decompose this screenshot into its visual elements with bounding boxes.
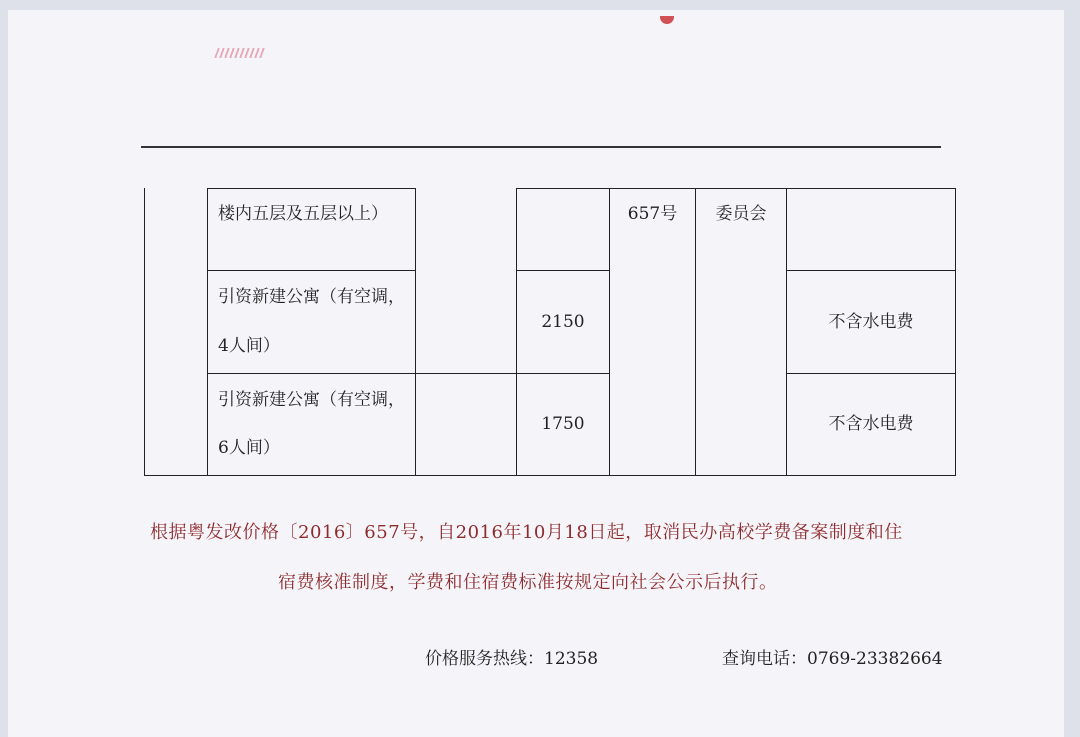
row2-item-line1: 引资新建公寓（有空调， [218, 287, 405, 307]
table-divider-v2 [415, 188, 416, 476]
notice-line-1: 根据粤发改价格〔2016〕657号，自2016年10月18日起，取消民办高校学费备案制度和住 [150, 522, 903, 543]
row3-note: 不含水电费 [828, 414, 914, 434]
row1-item: 楼内五层及五层以上） [218, 203, 388, 224]
table-border-left [144, 188, 145, 476]
row3-item-line1: 引资新建公寓（有空调， [218, 390, 405, 410]
row3-item-line2: 6人间） [218, 438, 280, 458]
table-border-bottom [144, 475, 956, 476]
row1-doc-number: 657号 [627, 203, 678, 224]
row2-item-line2: 4人间） [218, 336, 280, 356]
row3-item [218, 374, 414, 475]
table-line-top-right [516, 188, 956, 189]
price-hotline: 价格服务热线：12358 [425, 649, 599, 669]
row2-note: 不含水电费 [828, 311, 914, 332]
ink-smudge [214, 48, 266, 58]
row2-price: 2150 [541, 311, 585, 332]
row2-item [218, 271, 414, 373]
table-border-right [955, 188, 956, 476]
table-divider-v1 [207, 188, 208, 476]
inquiry-phone: 查询电话：0769-23382664 [722, 649, 943, 669]
seal-fragment [660, 16, 674, 24]
row3-price: 1750 [541, 414, 585, 434]
row1-authority: 委员会 [715, 203, 767, 224]
notice-line-2: 宿费核准制度，学费和住宿费标准按规定向社会公示后执行。 [278, 572, 778, 593]
header-rule [141, 146, 941, 148]
table-line-top-item [207, 188, 416, 189]
